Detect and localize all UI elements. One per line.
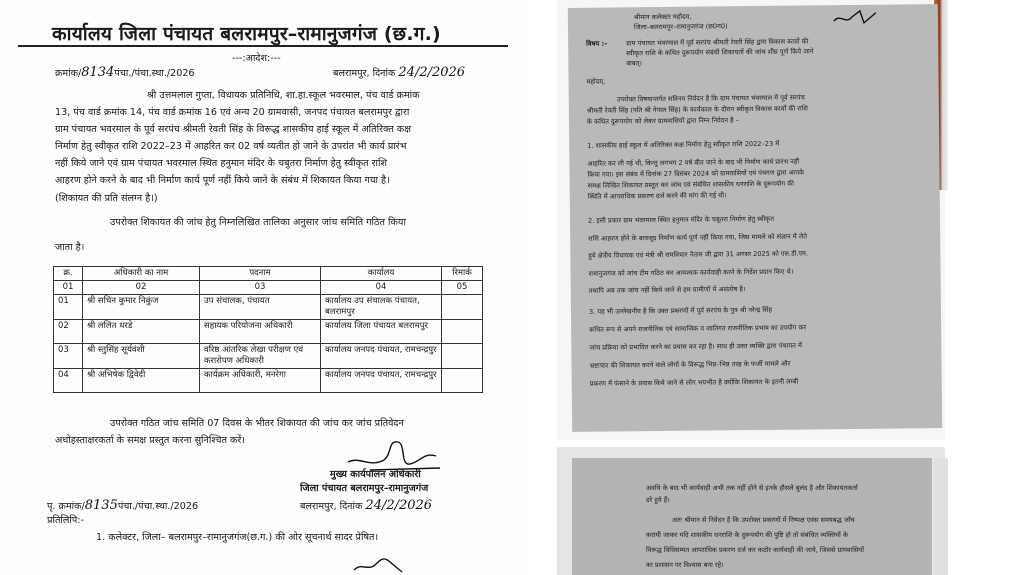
table-row [54, 369, 483, 393]
letter-line: 2. इसी प्रकार ग्राम भंवरमाल स्थित हनुमान मंदिर के चबूतरा निर्माण हेतु स्वीकृत [587, 214, 775, 225]
table-header: कार्यालय [321, 267, 442, 281]
letter-line: राशि आहरण होने के बावजूद निर्माण कार्य पूर्ण नहीं किया गया, जिस मामले को संज्ञान में लेते [588, 232, 808, 243]
letter-line: जांच प्रक्रिया को प्रभावित करने का प्रयास कर रहा है। साथ ही उक्त व्यक्ति द्वारा पंचायत में [589, 341, 803, 352]
closing-line: अधोहस्ताक्षरकर्ता के समक्ष प्रस्तुत करना सुनिश्चित करें। [55, 435, 245, 446]
table-cell [442, 344, 483, 369]
table-row [54, 295, 483, 320]
table-cell [442, 320, 483, 344]
letter-line: रामानुजगंज को जांच टीम गठित कर आवश्यक कार्यवाही करने के निर्देश प्रदान किए थे। [588, 267, 794, 278]
margin-signature [830, 7, 880, 30]
letter-line: भ्रष्टाचार की शिकायत करने वाले लोगों के विरूद्ध भिन्न–भिन्न तरह के फर्जी मामले और [589, 359, 791, 370]
office-title: कार्यालय जिला पंचायत बलरामपुर–रामानुजगंज (छ.ग.) [52, 23, 441, 45]
letter-line: किया गया। इस संबंध में दिनांक 27 दिसंबर 2024 को ग्रामवासियों एवं पंचगण द्वारा आपके [587, 168, 805, 179]
letter-line: 3. यह भी उल्लेखनीय है कि उक्त प्रकरणों में पूर्व सरपंच के पुत्र श्री नरेन्द्र सिंह [588, 305, 773, 316]
page-edge [934, 458, 948, 575]
table-cell: 01 [54, 281, 83, 295]
complaint-letter-page1 [568, 4, 942, 432]
endorse-date-value: 24/2/2026 [365, 498, 433, 513]
body-line: 13, पंच वार्ड क्रमांक 14, पंच वार्ड क्रमांक 16 एवं अन्य 20 ग्रामवासी, जनपद पंचायत बलरामपुर द्वारा [55, 107, 410, 118]
committee-table [53, 266, 483, 393]
table-cell: उप संचालक, पंचायत [200, 295, 321, 320]
copy-item: 1. कलेक्टर, जिला– बलरामपुर–रामानुजगंज(छ.ग.) की ओर सूचनार्थ सादर प्रेषित। [96, 532, 379, 543]
lower-signature [350, 552, 410, 574]
body-line: श्री उत्तमलाल गुप्ता, विधायक प्रतिनिधि, शा.हा.स्कूल भवरमाल, पंच वार्ड क्रमांक [147, 90, 420, 101]
body-line: नहीं किये जाने एवं ग्राम पंचायत भवरमाल स्थित हनुमान मंदिर के चबुतरा निर्माण हेतु स्वीकृत राशि [55, 158, 388, 169]
letter-line: हुये क्षेत्रीय विधायक एवं मंत्री श्री रामविचार नेताम जी द्वारा 31 अगस्त 2025 को एस.डी.एम. [588, 249, 809, 260]
letter-line: आहरित कर ली गई थी, किन्तु लगभग 2 वर्ष बीत जाने के बाद भी निर्माण कार्य प्रारंभ नहीं [587, 157, 800, 168]
body-line: निर्माण हेतु स्वीकृत राशि 2022–23 में आहरित कर 02 वर्ष व्यतीत हो जाने के उपरांत भी कार्य प्रारंभ [55, 141, 407, 152]
table-cell: सहायक परियोजना अधिकारी [200, 320, 321, 344]
table-number-row [54, 281, 483, 295]
table-cell: श्री सचिन कुमार निकुंज [83, 295, 200, 320]
table-cell: श्री ललित धरडे [83, 320, 200, 344]
date-value: 24/2/2026 [398, 65, 466, 80]
letter-line: प्रकरण में फंसाने के प्रयास किये जाने से लोग भयभीत है क्योंकि शिकायत के इतनी लम्बी [589, 377, 799, 388]
letter-line: करायी जाकर यदि शासकीय धनराशि के दुरूपयोग की पुष्टि हो तो संबंधित व्यक्तियों के [646, 531, 849, 539]
table-header: रिमार्क [442, 267, 483, 281]
letter-line: का प्रशासन पर विश्वास बना रहे। [646, 561, 724, 569]
order-heading: ---:आदेश:--- [232, 53, 281, 64]
table-cell: वरिष्ठ आंतरिक लेखा परीक्षण एवं करारोपण अधिकारी [200, 344, 321, 369]
table-cell: 04 [54, 369, 83, 393]
table-cell [442, 295, 483, 320]
table-cell: 02 [83, 281, 200, 295]
letter-line: श्रीमती रेवती सिंह (पति श्री नेपाल सिंह) के कार्यकाल के दौरान स्वीकृत विकास कार्यों की राशि [586, 104, 808, 115]
letter-line: समक्ष लिखित शिकायत प्रस्तुत कर जांच एवं संबंधित शासकीय धनराशि के दुरूपयोग की [587, 179, 794, 190]
table-cell: कार्यालय जनपद पंचायत, रामचन्द्रपुर [321, 344, 442, 369]
subject-line: बाबत्। [626, 59, 642, 68]
table-row [54, 320, 483, 344]
letter-line: अवधि के बाद भी कार्यवाही अभी तक नहीं होने से इनके हौसले बुलंद है और शिकायतकर्ता [646, 484, 858, 492]
body-line: ग्राम पंचायत भवरमाल के पूर्व सरपंच श्रीमती रेवती सिंह के विरूद्ध शासकीय हाई स्कूल में अतिरिक्त कक्ष [55, 124, 411, 135]
letter-line: के कथित दुरूपयोग को लेकर ग्रामवासियों द्वारा निम्न निवेदन है – [586, 116, 740, 126]
letter-line: कथित रूप से अपने राजनीतिक एवं सामाजिक व जातिगत राजनीतिक प्रभाव का उपयोग कर [589, 323, 807, 334]
letter-line: तथापि अब तक जांच नहीं किये जाने से हम ग्रामीणों में असंतोष है। [588, 285, 746, 295]
committee-line: उपरोक्त शिकायत की जांच हेतु निम्नलिखित तालिका अनुसार जांच समिति गठित किया [110, 217, 406, 228]
table-cell: कार्यालय जनपद पंचायत, रामचन्द्रपुर [321, 369, 442, 393]
table-cell: कार्यक्रम अधिकारी, मनरेगा [200, 369, 321, 393]
complaint-letter-page2 [572, 458, 932, 575]
table-cell: 02 [54, 320, 83, 344]
addressee-line: श्रीमान कलेक्टर महोदय, [633, 12, 692, 22]
endorsement-date: बलरामपुर, दिनांक 24/2/2026 [300, 498, 433, 513]
title-rule [18, 45, 508, 47]
subject-line: ग्राम पंचायत भंवरमाल में पूर्व सरपंच श्रीमती रेवती सिंह द्वारा विकास कार्यो की [626, 37, 809, 48]
table-cell: कार्यालय जिला पंचायत बलरामपुर [321, 320, 442, 344]
table-cell: कार्यालय उप संचालक पंचायत, बलरामपुर [321, 295, 442, 320]
table-header: क्र. [54, 267, 83, 281]
ref-number: 8134 [81, 65, 115, 80]
letter-line: विरूद्ध विधिसम्मत आपराधिक प्रकरण दर्ज कर कठोर कार्यवाही की जाये, जिससे ग्रामवासियों [646, 546, 864, 554]
table-cell: 03 [200, 281, 321, 295]
reference-line: क्रमांक/8134पंचा./पंचा.स्था./2026 [55, 65, 195, 80]
table-header-row [54, 267, 483, 281]
letter-line: अतः श्रीमान से निवेदन है कि उपरोक्त प्रकरणों में निष्पक्ष एवंस समयबद्ध जाँच [672, 516, 855, 524]
table-cell: 04 [321, 281, 442, 295]
closing-line: उपरोक्त गठित जांच समिति 07 दिवस के भीतर शिकायत की जांच कर जांच प्रतिवेदन [110, 418, 404, 429]
table-cell: श्री स्तुसिंह सूर्यवंशी [83, 344, 200, 369]
endorsement-reference: पृ. क्रमांक/8135पंचा./पंचा.स्था./2026 [47, 498, 199, 513]
letter-line: डरे हुये हैं। [646, 496, 670, 504]
addressee-line: जिला–बलरामपुर–रामानुजगंज (छ0ग0) [633, 22, 728, 32]
copy-label: प्रतिलिपि:- [47, 515, 85, 526]
signature-title: मुख्य कार्यपालन अधिकारी [330, 469, 421, 480]
subject-label: विषय :– [586, 39, 608, 48]
letter-line: 1. शासकीय हाई स्कूल में अतिरिक्त कक्ष निर्माण हेतु स्वीकृत राशि 2022–23 में [587, 139, 780, 150]
table-header: अधिकारी का नाम [83, 267, 200, 281]
salutation: महोदय, [586, 77, 606, 86]
letter-line: स्थिति में आपराधिक प्रकरण दर्ज करने की मांग की गई थी। [587, 191, 727, 201]
table-row [54, 344, 483, 369]
table-cell: 05 [442, 281, 483, 295]
subject-line: स्वीकृत राशि के कथित दुरूपयोग संबंधी शिकायतों की जांच शीघ्र पूर्ण किये जाने [626, 47, 814, 58]
date-line: बलरामपुर, दिनांक 24/2/2026 [333, 65, 466, 80]
body-line: आहरण होने करने के बाद भी निर्माण कार्य पूर्ण नहीं किये जाने के संबंध में शिकायत किया गया है। [55, 175, 390, 186]
table-header: पदनाम [200, 267, 321, 281]
endorse-number: 8135 [84, 498, 118, 513]
table-cell: 03 [54, 344, 83, 369]
table-cell [442, 369, 483, 393]
table-cell: श्री अभिषेक द्विवेदी [83, 369, 200, 393]
signature-office: जिला पंचायत बलरामपुर–रामानुजगंज [300, 483, 429, 494]
table-cell: 01 [54, 295, 83, 320]
letter-line: उपरोक्त विषयान्तर्गत सविनय निवेदन है कि ग्राम पंचायत भंवरमाल में पूर्व सरपंच [616, 93, 805, 104]
body-line: (शिकायत की प्रति संलग्न है।) [55, 193, 158, 204]
committee-line: जाता है। [55, 242, 85, 253]
